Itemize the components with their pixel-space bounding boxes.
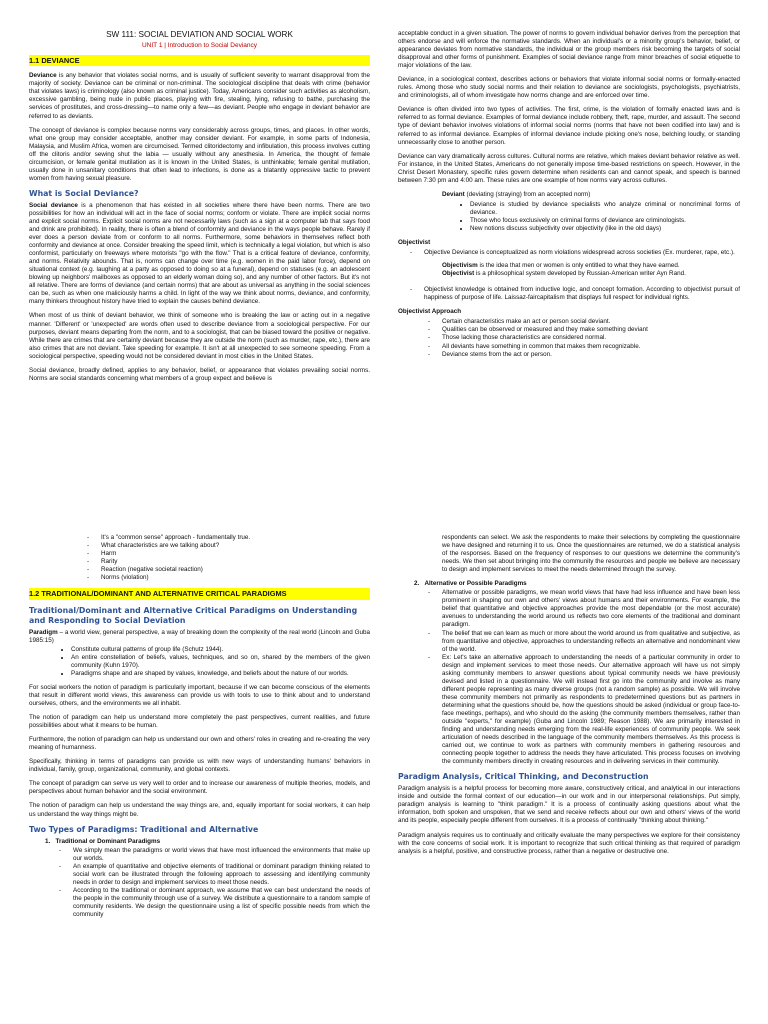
list-item: • Paradigms shape and are shaped by values, knowledge, and beliefs about the nature of our worlds. — [71, 670, 370, 678]
list-item: - We simply mean the paradigms or world views that have most influenced the environments that make up our worlds. — [59, 847, 370, 863]
heading-paradigm-analysis: Paradigm Analysis, Critical Thinking, and Deconstruction — [398, 772, 649, 782]
ol-label-1-text: Traditional or Dominant Paradigms — [55, 837, 161, 845]
paragraph-concept: The concept of deviance is complex because norms vary considerably across groups, times, and places. In other words, what one group may consider acceptable, another may consider deviant. For example, in some parts of Indonesia, Malaysia, and Muslim Africa, women are circumcised. Termed clitoridectomy and infibulation, this process involves cutting off the clitoris and/or sewing shut the labia — usually without any anesthesia. In America, the thought of female circumcision, or female genital mutilation as it is known in the United States, is unthinkable; female genital mutilation, usually done in unsanitary conditions that often lead to infections, is done as a blatantly oppressive tactic to prevent women from having sexual pleasure. — [29, 126, 370, 182]
heading-deviance: 1.1 DEVIANCE — [29, 55, 370, 66]
document-subtitle: UNIT 1 | Introduction to Social Deviancy — [141, 41, 257, 49]
list-item: - The belief that we can learn as much or more about the world around us from qualitative and subjective, as from quantitative and objective, approaches to understanding reflects an alternative and nondominant view of the world. — [428, 630, 740, 654]
paragraph-analysis-2: Paradigm analysis requires us to continually and critically evaluate the many perspectives we explore for their consistency with the core concerns of social work. It is important to recognize that such critical thinking as that required of paradigm analysis is a helpful, positive, and constructive process, rather than a negative or destructive one. — [398, 831, 740, 855]
list-item: - An example of quantitative and objective elements of traditional or dominant paradigm thinking related to social work can be illustrated through the following approach to assessing and identifying community needs in order to design and implement services to meet those needs. — [59, 863, 370, 887]
paragraph-acceptable-conduct: acceptable conduct in a given situation. The power of norms to govern individual behavior derives from the perception that others endorse and will enforce the normative standards. When an individual's or a minority group's behavior, belief, or appearance deviates from normative standards, the individual or the group members risk becoming the targets of social disapproval and other forms of punishment. Examples of social deviance range from minor breaches of social etiquette to major violations of the law. — [398, 30, 740, 70]
paradigm-definition-text: – a world view, general perspective, a way of breaking down the complexity of the real world (Lincoln and Guba 1985:15) — [29, 628, 370, 644]
term-social-deviance: Social deviance — [29, 201, 78, 209]
page1-right-column — [398, 30, 740, 365]
list-item: - What characteristics are we talking about? — [87, 542, 370, 550]
objectivist-approach-list — [398, 318, 740, 358]
paradigm-bullet-list — [29, 646, 370, 678]
paragraph-notion: The notion of paradigm can help us understand more completely the past perspectives, current realities, and future possibilities about what it means to be human. — [29, 714, 370, 730]
paragraph-respondents: respondents can select. We ask the respondents to make their selections by completing the questionnaire we have designed and returning it to us. Once the questionnaires are returned, we do a statistical analysis of the responses. Based on the frequency of responses to our questions we determine the community's needs. We then set about bringing into the community the resources and people we believe are necessary to design and implement services to meet the needs determined through the survey. — [442, 534, 740, 574]
list-item: • New notions discuss subjectivity over objectivity (like in the old days) — [470, 225, 740, 233]
deviant-definition — [398, 191, 740, 199]
list-item: - According to the traditional or dominant approach, we assume that we can best understand the needs of the people in the community through use of a survey. We distribute a questionnaire to a random sample of community residents. We design the questionnaire using a list of specific possible needs from which the community — [59, 887, 370, 919]
list-item: • Deviance is studied by deviance specialists who analyze criminal or noncriminal forms of deviance. — [470, 201, 740, 217]
paragraph-deviance — [29, 72, 370, 120]
list-item: - All deviants have something in common that makes them recognizable. — [428, 343, 740, 351]
ol-label-1: 1. Traditional or Dominant Paradigms — [45, 837, 161, 845]
heading-two-types: Two Types of Paradigms: Traditional and Alternative — [29, 824, 259, 834]
paragraph-furthermore: Furthermore, the notion of paradigm can help us understand our own and others' roles in creating and re-creating the very meaning of humanness. — [29, 736, 370, 752]
heading-understanding-responding: Traditional/Dominant and Alternative Critical Paradigms on Understanding and Responding to Social Deviation — [29, 605, 358, 625]
paragraph-cultures: Deviance can vary dramatically across cultures. Cultural norms are relative, which makes deviant behavior relative as well. For instance, in the United States, Americans do not generally impose time-based restrictions on speech. However, in the Christ Desert Monastery, specific rules govern determine when residents can and cannot speak, and speech is banned between 7:30 pm and 4:00 am. These rules are one example of how norms vary across cultures. — [398, 152, 740, 184]
characteristics-list — [29, 534, 370, 582]
paragraph-specifically: Specifically, thinking in terms of paradigms can provide us with new ways of understanding humans' behaviors in individual, family, group, organizational, community, and global contexts. — [29, 758, 370, 774]
list-item: • Constitute cultural patterns of group life (Schutz 1944). — [71, 646, 370, 654]
objectivism-text: is the idea that men or women is only entitled to what they have earned. — [477, 262, 680, 270]
objectivist-list — [398, 249, 740, 257]
paragraph-analysis-1: Paradigm analysis is a helpful process for becoming more aware, constructively critical, and analytical in our interactions inside and outside the formal context of our education—in our work and in our interpersonal relationships. Put simply, paradigm analysis is learning to "think paradigm." It is a process of continually asking questions about what the information, both spoken and unspoken, that we send and receive reflects about our own and others' views of the world and its people, especially people different from ourselves. It is a process of continually "thinking about thinking." — [398, 785, 740, 825]
label-objectivist-approach: Objectivist Approach — [398, 308, 462, 316]
list-item: - Qualities can be observed or measured and they make something deviant — [428, 326, 740, 334]
paragraph-social-deviance — [29, 202, 370, 307]
list-item: - Reaction (negative societal reaction) — [87, 566, 370, 574]
paragraph-two-types: Deviance is often divided into two types of activities. The first, crime, is the violation of formally enacted laws and is referred to as formal deviance. Examples of formal deviance include robbery, theft, rape, murder, and assault. The second type of deviant behavior involves violations of informal social norms (norms that have not been codified into law) and is referred to as informal deviance. Examples of informal deviance include picking one's nose, belching loudly, or standing unnecessarily close to another person. — [398, 106, 740, 146]
list-item: • Those who focus exclusively on criminal forms of deviance are criminologists. — [470, 217, 740, 225]
traditional-list — [29, 847, 370, 919]
deviant-bullet-list — [398, 201, 740, 233]
paragraph-deviance-text: is any behavior that violates social norms, and is usually of sufficient severity to warrant disapproval from the majority of society. Deviance can be criminal or non-criminal. The sociological discipline that deals with crime (behavior that violates laws) is criminology (also known as criminal justice). Today, Americans consider such activities as alcoholism, excessive gambling, being nude in public places, playing with fire, stealing, lying, refusing to bathe, purchasing the services of prostitutes, and cross-dressing—to name only a few—as deviant. People who engage in deviant behavior are referred to as deviants. — [29, 72, 370, 120]
list-item: - Rarity — [87, 558, 370, 566]
term-deviant: Deviant — [442, 190, 465, 198]
term-objectivist: Objectivist — [442, 270, 475, 278]
list-item: - Deviance stems from the act or person. — [428, 351, 740, 359]
objectivist-knowledge-list — [398, 286, 740, 302]
list-item: - Objective Deviance is conceptualized as norm violations widespread across societies (Ex. murderer, rape, etc.). — [410, 249, 740, 257]
label-objectivist: Objectivist — [398, 239, 431, 247]
paragraph-paradigm-definition — [29, 629, 370, 645]
term-deviance: Deviance — [29, 72, 57, 80]
term-objectivism: Objectivism — [442, 262, 478, 270]
objectivist-text: is a philosophical system developed by Russian-American writer Ayn Rand. — [474, 270, 686, 278]
list-item: • An entire constellation of beliefs, values, techniques, and so on, shared by the members of the given community (Kuhn 1970). — [71, 654, 370, 670]
ol-label-2: 2. Alternative or Possible Paradigms — [414, 580, 527, 588]
paragraph-sociological-context: Deviance, in a sociological context, describes actions or behaviors that violate informal social norms or formally-enacted rules. Among those who study social norms and their relation to deviance are sociologists, psychologists, psychiatrists, and criminologists, all of whom investigate how norms change and are enforced over time. — [398, 76, 740, 100]
list-item: - Norms (violation) — [87, 574, 370, 582]
list-item: - Certain characteristics make an act or person social deviant. — [428, 318, 740, 326]
page1-left-column — [29, 30, 370, 389]
heading-paradigms: 1.2 TRADITIONAL/DOMINANT AND ALTERNATIVE CRITICAL PARADIGMS — [29, 588, 370, 599]
paragraph-social-workers: For social workers the notion of paradigm is particularly important, because if we can become conscious of the elements that result in different world views, this awareness can provide us with tools to use to think about and to understand ourselves, others, and the environments we all inhabit. — [29, 683, 370, 708]
paragraph-social-deviance-text: is a phenomenon that has existed in all societies where there have been norms. There are two possibilities for how an individual will act in the face of social norms; conform or violate. There are implicit social norms and explicit social norms. Explicit social norms are not necessarily laws (such as a sign at a computer lab that says food and drink are prohibited). In reality, there is often a blend of conformity and deviance in the ways people behave. Rarely if ever does a person deviate from or conform to all norms. Furthermore, some behaviors in themselves reflect both conformity and deviance at once. Consider breaking the speed limit, which is technically a legal violation, but which is also conformist, particularly on freeways where motorists "go with the flow." That is a critical feature of deviance, conformity, and norms. Relativity abounds. That is, norms can change over time (e.g. women in the paid labor force), depend on situational context (e.g. laughing at a party as opposed to doing so at a funeral), depend on statuses (e.g. an adolescent blowing up neighbors' mailboxes as opposed to an elderly woman doing so), and any number of other factors. But it's not all relative. There are forms of deviance (and certain norms) that are about as universal as anything in the social sciences can be, such as when one maliciously harms a child. In light of the way we think about norms, deviance, and conformity, many thinkers throughout history have tried to explain the causes behind deviance. — [29, 201, 370, 306]
list-item: - Harm — [87, 550, 370, 558]
paragraph-deviant-behavior: When most of us think of deviant behavior, we think of someone who is breaking the law or acting out in a negative manner. 'Different' or 'unexpected' are words often used to describe deviance from a sociological perspective. For our purposes, deviant means departing from the norm, and to a sociologist, that can be biased toward the positive or negative. While there are crimes that are certainly deviant because they are outside the norm (such as murder, rape, etc.), there are also crimes that are not deviant. Take speeding for example. It isn't at all unexpected to see someone speeding. From a sociological perspective, speeding would not be considered deviant in most cities in the United States. — [29, 312, 370, 360]
list-item: - Alternative or possible paradigms, we mean world views that have had less influence and have been less prominent in shaping our own and others' views about humans and their environments. For example, the belief that quantitative and objective approaches provide the most dependable (or the most accurate) avenues to understanding the world around us reflects two core elements of the traditional and dominant paradigm. — [428, 589, 740, 629]
ol-label-2-text: Alternative or Possible Paradigms — [424, 580, 527, 588]
paragraph-concept-paradigm: The concept of paradigm can serve us very well to order and to increase our awareness of multiple theories, models, and perspectives about human behavior and the social environment. — [29, 780, 370, 796]
page2-right-column — [398, 534, 740, 862]
paragraph-way-things: The notion of paradigm can help us understand the way things are, and, equally important for social workers, it can help us understand the way things might be. — [29, 802, 370, 818]
deviant-definition-text: (deviating (straying) from an accepted norm) — [464, 190, 591, 198]
paragraph-broadly-defined: Social deviance, broadly defined, applies to any behavior, belief, or appearance that violates prevailing social norms. Norms are social standards concerning what members of a group expect and believe is — [29, 366, 370, 382]
document-title: SW 111: SOCIAL DEVIATION AND SOCIAL WORK — [106, 30, 293, 39]
list-item: - Ex: Let's take an alternative approach to understanding the needs of a particular community in order to design and implement services to meet those needs. Our alternative approach will have us not simply asking community members to answer questions about typical community needs we have previously devised and listed in a questionnaire. We will instead first go into the community and involve as many different people representing as many diverse groups (not a random sample) as possible. We will involve these community members not primarily as respondents to predetermined questions but as partners in determining what the questions should be, how the questions should be asked (individual or group face-to-face meetings, perhaps), and who should do the asking (the community members themselves, rather than outside "experts," for example) (Guba and Lincoln 1989; Reason 1988). We are primarily interested in finding and understanding needs emerging from the real-life experiences of community people. We seek articulation of needs described in the language of the community members themselves. As this process is carried out, we continue to work as partners with community members in gathering resources and connecting people together to address the needs they have articulated. This process focuses on involving the community members directly in creating resources and in delivering services in their community. — [428, 654, 740, 767]
objectivism-definitions — [398, 262, 740, 278]
page2-left-column — [29, 534, 370, 925]
list-item: - Objectivist knowledge is obtained from inductive logic, and concept formation. According to objectivist pursuit of happiness of purpose of life. Laissaz-faircapitalism that displays full respect for individual rights. — [410, 286, 740, 302]
list-item: - It's a "common sense" approach - fundamentally true. — [87, 534, 370, 542]
page-2 — [0, 512, 768, 1024]
term-paradigm: Paradigm — [29, 628, 58, 636]
objectivist-definition — [442, 270, 740, 278]
list-item: - Those lacking those characteristics are considered normal. — [428, 334, 740, 342]
objectivism-definition — [442, 262, 740, 270]
alternative-list — [398, 589, 740, 766]
heading-what-is-social-deviance: What is Social Deviance? — [29, 188, 139, 198]
